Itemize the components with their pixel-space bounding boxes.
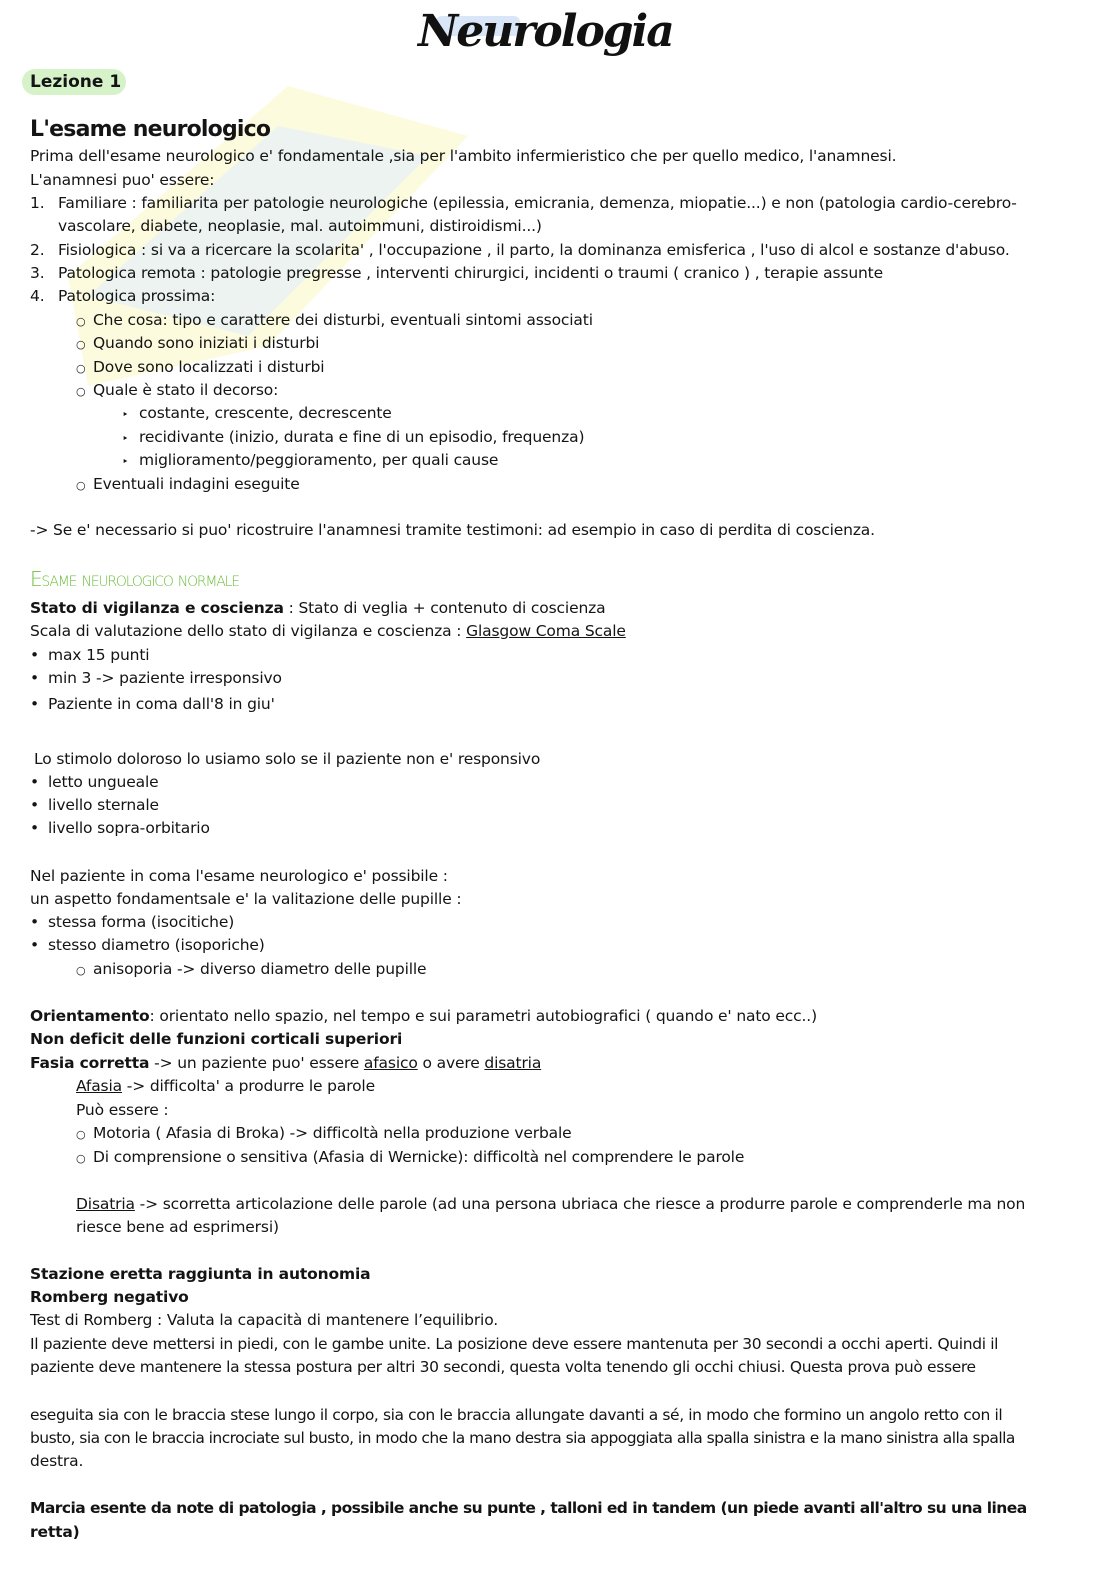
list-number: 4. bbox=[30, 287, 45, 305]
list-text: Eventuali indagini eseguite bbox=[93, 475, 300, 493]
afasia-line bbox=[76, 1076, 375, 1096]
circle-bullet-icon: ○ bbox=[76, 338, 86, 351]
list-item bbox=[122, 450, 498, 470]
scala-line bbox=[30, 621, 626, 641]
list-text: livello sternale bbox=[48, 796, 159, 814]
triangle-bullet-icon: ‣ bbox=[122, 408, 129, 421]
glasgow-link[interactable]: Glasgow Coma Scale bbox=[466, 622, 626, 640]
lesson-label: Lezione 1 bbox=[30, 72, 122, 92]
list-text: miglioramento/peggioramento, per quali cause bbox=[139, 451, 499, 469]
romberg-line: Il paziente deve mettersi in piedi, con le gambe unite. La posizione deve essere mantenuta per 30 secondi a occhi aperti. Quindi il bbox=[30, 1335, 999, 1353]
afasia-term: Afasia bbox=[76, 1077, 122, 1095]
marcia-line: Marcia esente da note di patologia , possibile anche su punte , talloni ed in tandem (un piede avanti all'altro su una linea bbox=[30, 1499, 1027, 1517]
list-item bbox=[30, 795, 159, 815]
romberg-negativo-line: Romberg negativo bbox=[30, 1288, 189, 1306]
list-text: recidivante (inizio, durata e fine di un episodio, frequenza) bbox=[139, 428, 585, 446]
dot-bullet-icon: • bbox=[30, 646, 39, 664]
triangle-bullet-icon: ‣ bbox=[122, 432, 129, 445]
list-text: Familiare : familiarita per patologie neurologiche (epilessia, emicrania, demenza, miopatie...) e non (patologia cardio-cerebro- bbox=[58, 194, 1017, 212]
circle-bullet-icon: ○ bbox=[76, 315, 86, 328]
dot-bullet-icon: • bbox=[30, 773, 39, 791]
circle-bullet-icon: ○ bbox=[76, 1152, 86, 1165]
text: : Stato di veglia + contenuto di coscienza bbox=[283, 599, 606, 617]
list-item bbox=[76, 333, 319, 353]
list-text: Quale è stato il decorso: bbox=[93, 381, 279, 399]
intro-line: Prima dell'esame neurologico e' fondamentale ,sia per l'ambito infermieristico che per quello medico, l'anamnesi. bbox=[30, 147, 897, 165]
vigilanza-line bbox=[30, 598, 605, 618]
text: -> difficolta' a produrre le parole bbox=[122, 1077, 375, 1095]
list-item bbox=[30, 193, 1017, 213]
dot-bullet-icon: • bbox=[30, 936, 39, 954]
bold-term: Stato di vigilanza e coscienza bbox=[30, 599, 284, 617]
list-item bbox=[76, 310, 593, 330]
orientamento-line bbox=[30, 1006, 817, 1026]
list-text: min 3 -> paziente irresponsivo bbox=[48, 669, 282, 687]
circle-bullet-icon: ○ bbox=[76, 362, 86, 375]
list-text: letto ungueale bbox=[48, 773, 159, 791]
text: Scala di valutazione dello stato di vigilanza e coscienza : bbox=[30, 622, 467, 640]
list-text: stesso diametro (isoporiche) bbox=[48, 936, 265, 954]
circle-bullet-icon: ○ bbox=[76, 964, 86, 977]
list-text: livello sopra-orbitario bbox=[48, 819, 210, 837]
list-text: Di comprensione o sensitiva (Afasia di Wernicke): difficoltà nel comprendere le parole bbox=[93, 1148, 745, 1166]
disatria-term: Disatria bbox=[76, 1195, 135, 1213]
list-item bbox=[76, 959, 426, 979]
list-number: 1. bbox=[30, 194, 45, 212]
section-subheading: Esame neurologico normale bbox=[30, 567, 239, 591]
list-text: Paziente in coma dall'8 in giu' bbox=[48, 695, 275, 713]
stazione-line: Stazione eretta raggiunta in autonomia bbox=[30, 1265, 371, 1283]
list-item bbox=[30, 772, 159, 792]
list-item bbox=[30, 286, 215, 306]
note-line: -> Se e' necessario si puo' ricostruire l'anamnesi tramite testimoni: ad esempio in caso di perdita di coscienza. bbox=[30, 521, 875, 539]
dot-bullet-icon: • bbox=[30, 819, 39, 837]
list-item bbox=[30, 240, 1010, 260]
list-item-continuation: vascolare, diabete, neoplasie, mal. autoimmuni, distiroidismi...) bbox=[58, 217, 542, 235]
page-title: Neurologia bbox=[418, 6, 673, 57]
list-text: Patologica remota : patologie pregresse , interventi chirurgici, incidenti o traumi ( cranico ) , terapie assunte bbox=[58, 264, 884, 282]
list-item bbox=[122, 403, 392, 423]
dot-bullet-icon: • bbox=[30, 669, 39, 687]
list-item bbox=[30, 645, 149, 665]
list-item bbox=[30, 263, 883, 283]
list-text: Fisiologica : si va a ricercare la scolarita' , l'occupazione , il parto, la dominanza emisferica , l'uso di alcol e sostanze d'abuso. bbox=[58, 241, 1010, 259]
text: : orientato nello spazio, nel tempo e sui parametri autobiografici ( quando e' nato ecc..) bbox=[149, 1007, 817, 1025]
triangle-bullet-icon: ‣ bbox=[122, 455, 129, 468]
eseguita-line: busto, sia con le braccia incrociate sul busto, in modo che la mano destra sia appoggiata alla spalla sinistra e la mano sinistra alla spalla bbox=[30, 1429, 1015, 1447]
intro-line: L'anamnesi puo' essere: bbox=[30, 171, 215, 189]
afasico-term: afasico bbox=[363, 1054, 418, 1072]
circle-bullet-icon: ○ bbox=[76, 1128, 86, 1141]
fasia-line bbox=[30, 1053, 541, 1073]
circle-bullet-icon: ○ bbox=[76, 479, 86, 492]
list-number: 3. bbox=[30, 264, 45, 282]
list-number: 2. bbox=[30, 241, 45, 259]
puo-line: Può essere : bbox=[76, 1101, 169, 1119]
text: o avere bbox=[417, 1054, 485, 1072]
dot-bullet-icon: • bbox=[30, 796, 39, 814]
coma-line: un aspetto fondamentsale e' la valitazione delle pupille : bbox=[30, 890, 462, 908]
dot-bullet-icon: • bbox=[30, 913, 39, 931]
list-item bbox=[30, 912, 234, 932]
bold-term: Orientamento bbox=[30, 1007, 150, 1025]
list-text: Quando sono iniziati i disturbi bbox=[93, 334, 320, 352]
list-text: anisoporia -> diverso diametro delle pupille bbox=[93, 960, 427, 978]
circle-bullet-icon: ○ bbox=[76, 385, 86, 398]
list-text: stessa forma (isocitiche) bbox=[48, 913, 235, 931]
list-item bbox=[76, 357, 324, 377]
list-text: Dove sono localizzati i disturbi bbox=[93, 358, 325, 376]
text: -> scorretta articolazione delle parole (ad una persona ubriaca che riesce a produrre parole e comprenderle ma non bbox=[134, 1195, 1026, 1213]
disatria-term: disatria bbox=[484, 1054, 542, 1072]
list-item bbox=[76, 1147, 744, 1167]
disatria-line bbox=[76, 1194, 1025, 1214]
list-text: costante, crescente, decrescente bbox=[139, 404, 392, 422]
list-text: Patologica prossima: bbox=[58, 287, 216, 305]
list-item bbox=[76, 380, 278, 400]
list-text: Motoria ( Afasia di Broka) -> difficoltà nella produzione verbale bbox=[93, 1124, 572, 1142]
section-heading: L'esame neurologico bbox=[30, 117, 271, 142]
list-item bbox=[30, 668, 282, 688]
romberg-line: paziente deve mantenere la stessa postura per altri 30 secondi, questa volta tenendo gli occhi chiusi. Questa prova può essere bbox=[30, 1358, 976, 1376]
list-text: Che cosa: tipo e carattere dei disturbi, eventuali sintomi associati bbox=[93, 311, 593, 329]
list-item bbox=[30, 694, 275, 714]
list-item bbox=[76, 474, 300, 494]
eseguita-line: eseguita sia con le braccia stese lungo il corpo, sia con le braccia allungate davanti a sé, in modo che formino un angolo retto con il bbox=[30, 1406, 1003, 1424]
bold-term: Fasia corretta bbox=[30, 1054, 150, 1072]
list-item bbox=[76, 1123, 572, 1143]
list-item bbox=[30, 818, 210, 838]
romberg-line: Test di Romberg : Valuta la capacità di mantenere l’equilibrio. bbox=[30, 1311, 499, 1329]
marcia-line: retta) bbox=[30, 1523, 80, 1541]
disatria-line: riesce bene ad esprimersi) bbox=[76, 1218, 279, 1236]
text: -> un paziente puo' essere bbox=[149, 1054, 364, 1072]
list-item bbox=[30, 935, 265, 955]
non-deficit-line: Non deficit delle funzioni corticali superiori bbox=[30, 1030, 403, 1048]
eseguita-line: destra. bbox=[30, 1452, 84, 1470]
dot-bullet-icon: • bbox=[30, 695, 39, 713]
list-item bbox=[122, 427, 584, 447]
stimolo-line: Lo stimolo doloroso lo usiamo solo se il paziente non e' responsivo bbox=[34, 750, 541, 768]
coma-line: Nel paziente in coma l'esame neurologico e' possibile : bbox=[30, 867, 448, 885]
list-text: max 15 punti bbox=[48, 646, 150, 664]
